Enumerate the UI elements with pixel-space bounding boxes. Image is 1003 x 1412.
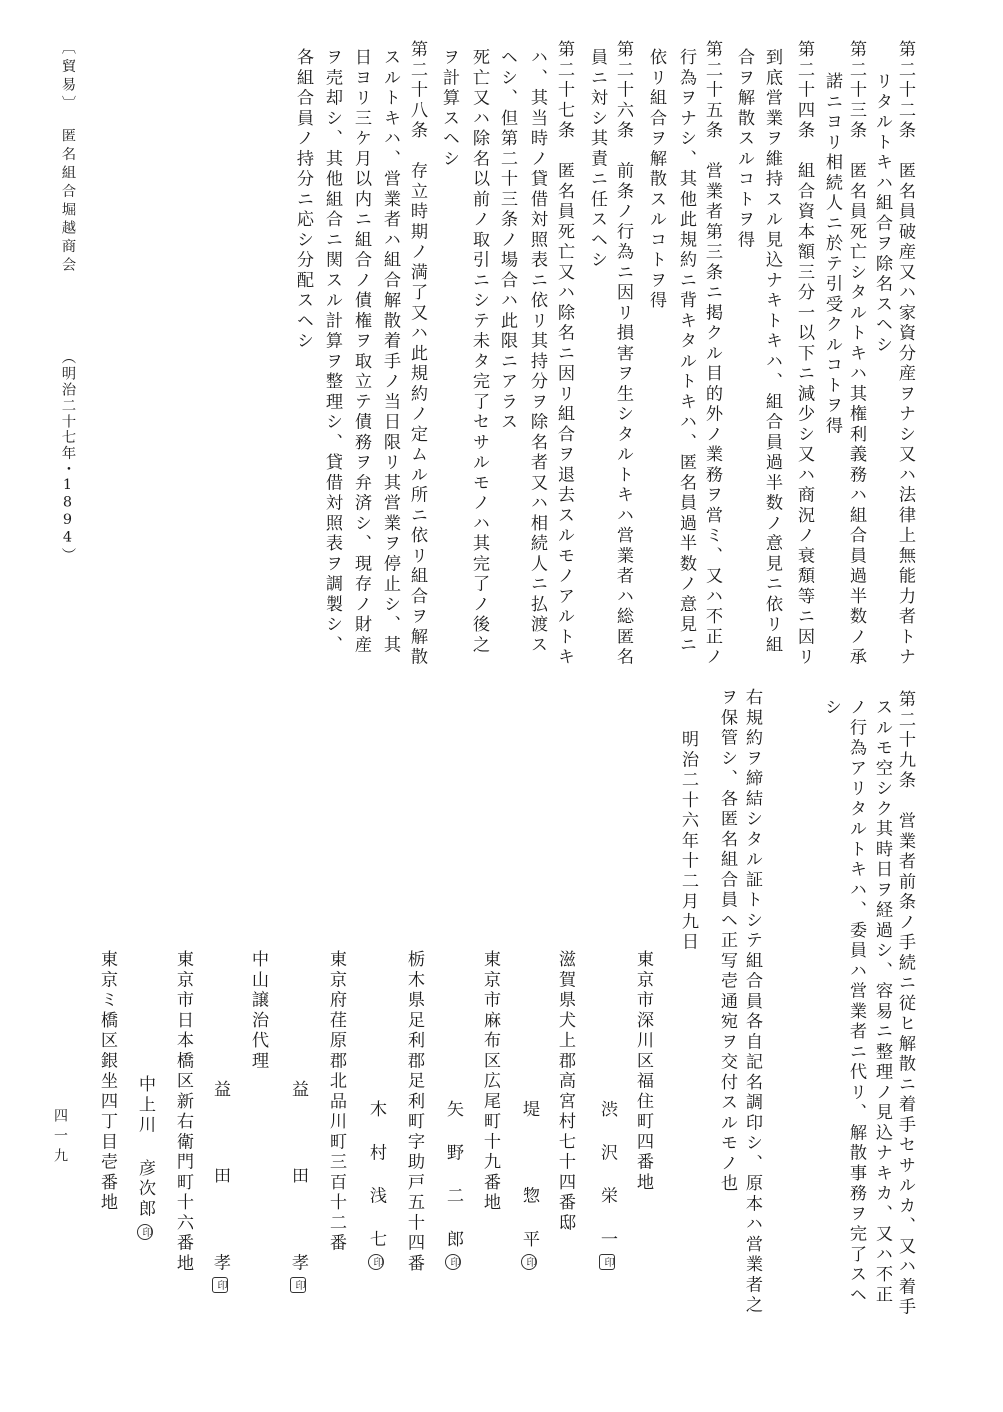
article22-line1: 第二十二条 匿名員破産又ハ家資分産ヲナシ又ハ法律上無能力者トナ (895, 40, 915, 668)
article25-line3: 依リ組合ヲ解散スルコトヲ得 (646, 48, 666, 312)
signer-name: 益 田 孝印 (211, 1080, 228, 1293)
footer-title: 匿名組合堀越商会 (59, 128, 76, 276)
signer-address: 東京市深川区福住町四番地 (633, 950, 653, 1193)
signer-address: 東京府荏原郡北品川町三百十二番 (326, 950, 346, 1254)
article28-line3: 日ヨリ三ケ月以内ニ組合ノ債権ヲ取立テ債務ヲ弁済シ、現存ノ財産 (351, 48, 371, 656)
article29-line1: 第二十九条 営業者前条ノ手続ニ従ヒ解散ニ着手セサルカ、又ハ着手 (895, 690, 915, 1318)
article27-line3: ヘシ、但第二十三条ノ場合ハ此限ニアラス (497, 48, 517, 433)
article23-line2: 諾ニヨリ相続人ニ於テ引受クルコトヲ得 (822, 72, 842, 437)
seal-mark: 印 (368, 1254, 384, 1270)
footer-era: （明治二十七年・1894） (59, 350, 76, 564)
article25-line1: 第二十五条 営業者第三条ニ掲クル目的外ノ業務ヲ営ミ、又ハ不正ノ (702, 40, 722, 668)
seal-mark: 印 (290, 1277, 306, 1293)
closing-line1: 右規約ヲ締結シタル証トシテ組合員各自記名調印シ、原本ハ営業者之 (742, 688, 762, 1316)
signer-address: 東京市日本橋区新右衛門町十六番地 (173, 950, 193, 1274)
article26-line2: 員ニ対シ其責ニ任スヘシ (587, 48, 607, 271)
article28-line1: 第二十八条 存立時期ノ満了又ハ此規約ノ定ムル所ニ依リ組合ヲ解散 (407, 40, 427, 668)
article24-line3: 合ヲ解散スルコトヲ得 (734, 48, 754, 251)
date: 明治二十六年十二月九日 (678, 730, 698, 953)
article25-line2: 行為ヲナシ、其他此規約ニ背キタルトキハ、匿名員過半数ノ意見ニ (676, 48, 696, 656)
page-number: 四一九 (52, 1108, 68, 1168)
seal-mark: 印 (445, 1254, 461, 1270)
article28-line5: 各組合員ノ持分ニ応シ分配スヘシ (293, 48, 313, 352)
article24-line2: 到底営業ヲ維持スル見込ナキトキハ、組合員過半数ノ意見ニ依リ組 (762, 48, 782, 656)
article27-line5: ヲ計算スヘシ (439, 48, 459, 170)
article27-line2: ハ、其当時ノ貸借対照表ニ依リ其持分ヲ除名者又ハ相続人ニ払渡ス (527, 48, 547, 656)
signer-address: 東京市麻布区広尾町十九番地 (480, 950, 500, 1214)
article29-line2: スルモ空シク其時日ヲ経過シ、容易ニ整理ノ見込ナキカ、又ハ不正 (872, 698, 892, 1306)
article24-line1: 第二十四条 組合資本額三分一以下ニ減少シ又ハ商況ノ衰頽等ニ因リ (794, 40, 814, 668)
article29-line3: ノ行為アリタルトキハ、委員ハ営業者ニ代リ、解散事務ヲ完了スヘ (846, 698, 866, 1306)
signer-address: 中山譲治代理 (248, 950, 268, 1072)
signer-name: 堤 惣 平印 (520, 1100, 537, 1270)
article28-line4: ヲ売却シ、其他組合ニ関スル計算ヲ整理シ、貸借対照表ヲ調製シ、 (322, 48, 342, 656)
signer-address: 栃木県足利郡足利町字助戸五十四番 (404, 950, 424, 1274)
article28-line2: スルトキハ、営業者ハ組合解散着手ノ当日限リ其営業ヲ停止シ、其 (380, 48, 400, 656)
article26-line1: 第二十六条 前条ノ行為ニ因リ損害ヲ生シタルトキハ営業者ハ総匿名 (613, 40, 633, 668)
signer-name: 益 田 孝印 (289, 1080, 306, 1293)
article22-line2: リタルトキハ組合ヲ除名スヘシ (872, 72, 892, 356)
closing-line2: ヲ保管シ、各匿名組合員ヘ正写壱通宛ヲ交付スルモノ也 (717, 688, 737, 1195)
article23-line1: 第二十三条 匿名員死亡シタルトキハ其権利義務ハ組合員過半数ノ承 (846, 40, 866, 668)
signer-address: 東京ミ橋区銀坐四丁目壱番地 (97, 950, 117, 1214)
article27-line4: 死亡又ハ除名以前ノ取引ニシテ未タ完了セサルモノハ其完了ノ後之 (469, 48, 489, 656)
footer-category: 〔貿易〕 (59, 40, 76, 114)
article27-line1: 第二十七条 匿名員死亡又ハ除名ニ因リ組合ヲ退去スルモノアルトキ (554, 40, 574, 668)
signer-name: 木 村 浅 七印 (367, 1100, 384, 1270)
signer-address: 滋賀県犬上郡高宮村七十四番邸 (555, 950, 575, 1234)
signer-name: 渋 沢 栄 一印 (598, 1100, 615, 1270)
signer-name: 矢 野 二 郎印 (444, 1100, 461, 1270)
signer-name: 中上川 彦次郎印 (136, 1075, 153, 1240)
seal-mark: 印 (521, 1254, 537, 1270)
article29-line4: シ (821, 698, 841, 719)
seal-mark: 印 (137, 1224, 153, 1240)
seal-mark: 印 (599, 1254, 615, 1270)
seal-mark: 印 (212, 1277, 228, 1293)
